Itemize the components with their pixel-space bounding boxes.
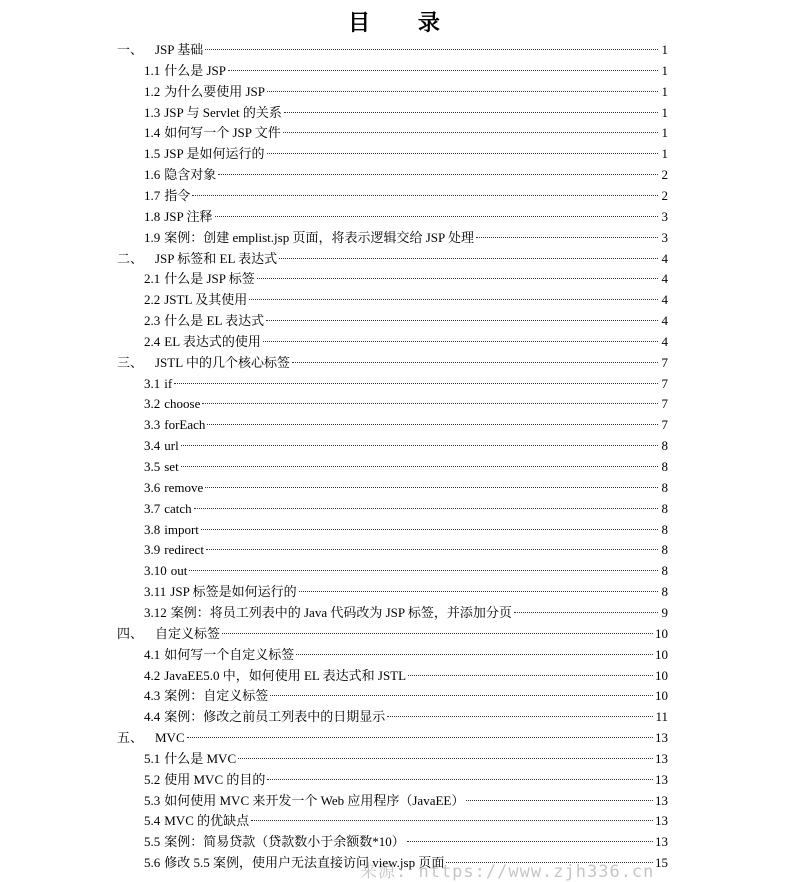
toc-page-number: 10 — [655, 625, 668, 641]
toc-entry-title: JSP 基础 — [155, 42, 204, 57]
toc-section-entry[interactable] — [144, 165, 668, 185]
toc-entry-number: 5.6 — [144, 855, 161, 871]
toc-chapter-entry[interactable] — [117, 728, 668, 748]
toc-entry-title: remove — [164, 479, 204, 495]
toc-entry-number: 3.4 — [144, 438, 161, 454]
toc-dot-leader — [387, 715, 653, 717]
toc-entry-title: choose — [164, 396, 201, 412]
toc-entry-title: 隐含对象 — [164, 167, 217, 183]
toc-entry-number: 三、 — [117, 354, 144, 370]
toc-section-entry[interactable] — [144, 666, 668, 686]
toc-page-number: 13 — [655, 792, 668, 808]
toc-section-entry[interactable] — [144, 749, 668, 769]
toc-dot-leader — [267, 90, 658, 92]
toc-entry-number: 3.8 — [144, 521, 161, 537]
toc-entry-title: MVC 的优缺点 — [164, 813, 250, 829]
toc-dot-leader — [205, 486, 658, 488]
toc-entry-number: 4.2 — [144, 667, 161, 683]
toc-entry-title: 案例：修改之前员工列表中的日期显示 — [164, 709, 386, 725]
toc-dot-leader — [181, 444, 658, 446]
toc-dot-leader — [267, 778, 653, 780]
toc-page-number: 8 — [661, 459, 668, 474]
toc-dot-leader — [192, 194, 658, 196]
toc-entry-number: 3.3 — [144, 417, 161, 433]
toc-section-entry[interactable] — [144, 374, 668, 394]
toc-entry-number: 1.8 — [144, 208, 161, 224]
toc-dot-leader — [222, 632, 653, 634]
toc-dot-leader — [238, 757, 653, 759]
toc-section-entry[interactable] — [144, 311, 668, 331]
toc-dot-leader — [514, 611, 658, 613]
toc-section-entry[interactable] — [144, 457, 668, 477]
toc-page-number: 8 — [661, 438, 668, 454]
toc-dot-leader — [194, 507, 658, 509]
toc-dot-leader — [187, 736, 653, 738]
toc-entry-number: 3.10 — [144, 563, 167, 579]
toc-page-number: 13 — [655, 771, 668, 787]
toc-entry-number: 1.1 — [144, 62, 161, 78]
toc-section-entry[interactable] — [144, 686, 668, 706]
toc-entry-title: forEach — [164, 417, 206, 433]
toc-entry-title: 案例：自定义标签 — [164, 688, 269, 704]
toc-entry-title: 指令 — [164, 187, 191, 203]
toc-section-entry[interactable] — [144, 603, 668, 623]
toc-entry-number: 5.3 — [144, 792, 161, 808]
toc-entry-number: 3.1 — [144, 375, 161, 391]
toc-dot-leader — [181, 465, 658, 467]
toc-entry-title: 什么是 EL 表达式 — [164, 313, 265, 329]
toc-section-entry[interactable] — [144, 228, 668, 248]
toc-entry-number: 5.2 — [144, 771, 161, 787]
toc-page-number: 1 — [661, 83, 668, 99]
toc-dot-leader — [299, 590, 658, 592]
toc-page-number: 3 — [661, 208, 668, 224]
toc-entry-number: 1.9 — [144, 229, 161, 245]
toc-section-entry[interactable] — [144, 144, 668, 164]
toc-section-entry[interactable] — [144, 103, 668, 123]
toc-entry-number: 2.4 — [144, 333, 161, 349]
toc-page-number: 1 — [661, 104, 668, 120]
toc-entry-title: import — [164, 521, 199, 537]
toc-page-number: 2 — [661, 167, 668, 183]
toc-dot-leader — [266, 319, 658, 321]
toc-dot-leader — [466, 799, 653, 801]
toc-entry-title: 修改 5.5 案例，使用户无法直接访问 view.jsp 页面 — [164, 855, 445, 871]
toc-entry-title: JSP 标签和 EL 表达式 — [155, 250, 278, 266]
toc-page-number: 4 — [661, 333, 668, 349]
toc-dot-leader — [251, 819, 653, 821]
toc-page-number: 1 — [661, 42, 668, 57]
toc-page-number: 7 — [661, 354, 668, 370]
toc-page-number: 8 — [661, 521, 668, 537]
toc-entry-number: 1.5 — [144, 146, 161, 162]
toc-entry-number: 3.6 — [144, 479, 161, 495]
toc-entry-title: 自定义标签 — [155, 625, 221, 641]
toc-entry-number: 3.5 — [144, 459, 161, 474]
toc-page-number: 7 — [661, 417, 668, 433]
toc-page-number: 1 — [661, 62, 668, 78]
toc-entry-title: JSP 标签是如何运行的 — [170, 584, 297, 600]
toc-entry-number: 四、 — [117, 625, 144, 641]
toc-entry-title: JSP 与 Servlet 的关系 — [164, 104, 282, 120]
toc-section-entry[interactable] — [144, 123, 668, 143]
toc-entry-title: 如何写一个自定义标签 — [164, 646, 295, 662]
toc-page-number: 1 — [661, 125, 668, 141]
toc-dot-leader — [408, 674, 653, 676]
toc-section-entry[interactable] — [144, 415, 668, 435]
toc-entry-title: 如何使用 MVC 来开发一个 Web 应用程序（JavaEE） — [164, 792, 465, 808]
toc-page-number: 3 — [661, 229, 668, 245]
toc-entry-number: 4.1 — [144, 646, 161, 662]
toc-entry-title: catch — [164, 500, 192, 516]
toc-entry-number: 五、 — [117, 730, 144, 746]
toc-section-entry[interactable] — [144, 707, 668, 727]
toc-dot-leader — [206, 548, 658, 550]
toc-section-entry[interactable] — [144, 478, 668, 498]
toc-page-number: 4 — [661, 313, 668, 329]
toc-entry-title: MVC — [155, 730, 185, 746]
toc-section-entry[interactable] — [144, 561, 668, 581]
toc-entry-title: JSTL 中的几个核心标签 — [155, 354, 290, 370]
toc-section-entry[interactable] — [144, 394, 668, 414]
toc-section-entry[interactable] — [144, 791, 668, 811]
toc-dot-leader — [201, 528, 658, 530]
toc-chapter-entry[interactable] — [117, 353, 668, 373]
toc-dot-leader — [228, 69, 658, 71]
toc-page-number: 13 — [655, 730, 668, 746]
toc-dot-leader — [283, 131, 658, 133]
toc-entry-number: 3.2 — [144, 396, 161, 412]
toc-page-number: 4 — [661, 250, 668, 266]
toc-page-number: 7 — [661, 375, 668, 391]
toc-dot-leader — [215, 215, 658, 217]
toc-page-number: 8 — [661, 584, 668, 600]
toc-section-entry[interactable] — [144, 290, 668, 310]
toc-dot-leader — [407, 840, 653, 842]
toc-entry-number: 2.2 — [144, 292, 161, 308]
toc-page-number: 11 — [655, 709, 668, 725]
toc-page-number: 15 — [655, 855, 668, 871]
toc-entry-title: out — [170, 563, 188, 579]
toc-entry-number: 1.4 — [144, 125, 161, 141]
toc-entry-title: 为什么要使用 JSP — [164, 83, 266, 99]
toc-section-entry[interactable] — [144, 540, 668, 560]
toc-entry-title: 案例：创建 emplist.jsp 页面，将表示逻辑交给 JSP 处理 — [164, 229, 474, 245]
toc-page-number: 4 — [661, 292, 668, 308]
source-watermark: 来源: https://www.zjh336.cn — [360, 862, 655, 882]
document-title: 目 录 — [348, 11, 460, 36]
toc-chapter-entry[interactable] — [117, 249, 668, 269]
toc-dot-leader — [189, 569, 658, 571]
toc-entry-title: 什么是 JSP 标签 — [164, 271, 255, 287]
toc-entry-number: 5.4 — [144, 813, 161, 829]
toc-dot-leader — [207, 423, 658, 425]
toc-entry-number: 1.2 — [144, 83, 161, 99]
toc-chapter-entry[interactable] — [117, 624, 668, 644]
toc-section-entry[interactable] — [144, 332, 668, 352]
toc-page-number: 8 — [661, 500, 668, 516]
toc-dot-leader — [476, 236, 658, 238]
toc-page-number: 13 — [655, 834, 668, 850]
toc-section-entry[interactable] — [144, 520, 668, 540]
toc-dot-leader — [249, 298, 658, 300]
toc-entry-title: 使用 MVC 的目的 — [164, 771, 266, 787]
toc-entry-number: 3.9 — [144, 542, 161, 558]
toc-entry-title: redirect — [164, 542, 204, 558]
toc-entry-title: 如何写一个 JSP 文件 — [164, 125, 281, 141]
toc-section-entry[interactable] — [144, 186, 668, 206]
toc-entry-title: url — [164, 438, 179, 454]
toc-page-number: 13 — [655, 813, 668, 829]
toc-section-entry[interactable] — [144, 582, 668, 602]
toc-dot-leader — [263, 340, 658, 342]
toc-entry-number: 5.5 — [144, 834, 161, 850]
toc-entry-number: 4.4 — [144, 709, 161, 725]
toc-page-number: 9 — [661, 604, 668, 620]
toc-page-number: 8 — [661, 563, 668, 579]
toc-section-entry[interactable] — [144, 811, 668, 831]
toc-entry-number: 3.11 — [144, 584, 167, 600]
toc-page-number: 1 — [661, 146, 668, 162]
toc-chapter-entry[interactable] — [117, 40, 668, 60]
toc-section-entry[interactable] — [144, 61, 668, 81]
toc-entry-title: 什么是 MVC — [164, 750, 237, 766]
toc-entry-number: 1.7 — [144, 187, 161, 203]
toc-dot-leader — [218, 173, 658, 175]
toc-entry-number: 3.7 — [144, 500, 161, 516]
toc-page-number: 4 — [661, 271, 668, 287]
toc-section-entry[interactable] — [144, 832, 668, 852]
toc-entry-number: 一、 — [117, 42, 144, 57]
toc-entry-title: 什么是 JSP — [164, 62, 227, 78]
toc-page-number: 10 — [655, 688, 668, 704]
toc-section-entry[interactable] — [144, 269, 668, 289]
toc-page-number: 2 — [661, 187, 668, 203]
toc-entry-title: JSP 是如何运行的 — [164, 146, 265, 162]
toc-page-number: 10 — [655, 667, 668, 683]
toc-section-entry[interactable] — [144, 82, 668, 102]
toc-section-entry[interactable] — [144, 645, 668, 665]
toc-entry-number: 1.6 — [144, 167, 161, 183]
toc-dot-leader — [292, 361, 658, 363]
toc-dot-leader — [284, 111, 658, 113]
toc-entry-number: 5.1 — [144, 750, 161, 766]
toc-entry-title: set — [164, 459, 179, 474]
toc-page-number: 13 — [655, 750, 668, 766]
toc-page-number: 8 — [661, 542, 668, 558]
toc-dot-leader — [202, 402, 658, 404]
toc-page-number: 8 — [661, 479, 668, 495]
toc-page-number: 10 — [655, 646, 668, 662]
toc-dot-leader — [267, 152, 658, 154]
toc-section-entry[interactable] — [144, 770, 668, 790]
toc-entry-number: 2.1 — [144, 271, 161, 287]
toc-dot-leader — [257, 277, 658, 279]
toc-dot-leader — [296, 653, 653, 655]
toc-entry-number: 1.3 — [144, 104, 161, 120]
toc-entry-title: JSP 注释 — [164, 208, 213, 224]
toc-entry-title: 案例：将员工列表中的 Java 代码改为 JSP 标签，并添加分页 — [170, 604, 512, 620]
toc-entry-title: JavaEE5.0 中，如何使用 EL 表达式和 JSTL — [164, 667, 407, 683]
toc-entry-title: JSTL 及其使用 — [164, 292, 248, 308]
toc-section-entry[interactable] — [144, 436, 668, 456]
toc-entry-number: 二、 — [117, 250, 144, 266]
toc-dot-leader — [205, 48, 658, 50]
toc-dot-leader — [174, 382, 658, 384]
toc-entry-number: 3.12 — [144, 604, 167, 620]
toc-section-entry[interactable] — [144, 207, 668, 227]
toc-entry-number: 4.3 — [144, 688, 161, 704]
toc-entry-title: EL 表达式的使用 — [164, 333, 261, 349]
toc-dot-leader — [279, 257, 658, 259]
toc-dot-leader — [270, 694, 653, 696]
toc-entry-title: if — [164, 375, 173, 391]
toc-entry-number: 2.3 — [144, 313, 161, 329]
toc-entry-title: 案例：简易贷款（贷款数小于余额数*10） — [164, 834, 405, 850]
toc-page-number: 7 — [661, 396, 668, 412]
toc-section-entry[interactable] — [144, 499, 668, 519]
